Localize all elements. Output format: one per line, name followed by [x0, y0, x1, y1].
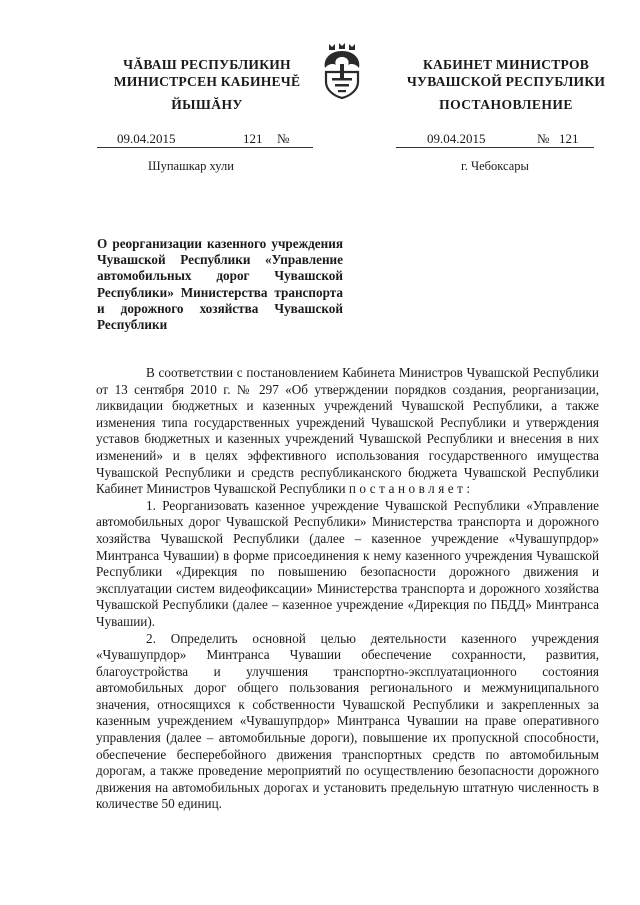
- header-russian-line2: ЧУВАШСКОЙ РЕСПУБЛИКИ: [406, 74, 606, 89]
- preamble-paragraph: [96, 365, 599, 498]
- document-body: [96, 365, 599, 813]
- header-chuvash-line2: МИНИСТРСЕН КАБИНЕЧĔ: [113, 74, 301, 89]
- header-chuvash-line1: ЧĂВАШ РЕСПУБЛИКИН: [123, 57, 291, 72]
- date-number-line-right: [396, 131, 594, 148]
- item-1-paragraph: 1. Реорганизовать казенное учреждение Чувашской Республики «Управление автомобильных дорог Чувашской Республики» Министерства транспорта и дорожного хозяйства Чувашской Республики (далее – казенное учреждение «Чувашупрдор» Минтранса Чувашии) в форме присоединения к нему казенного учреждения Чувашской Республики «Дирекция по повышению безопасности дорожного движения и эксплуатации систем видеофиксации» Министерства транспорта и дорожного хозяйства Чувашской Республики (далее – казенное учреждение «Дирекция по ПБДД» Минтранса Чувашии).: [96, 497, 599, 629]
- place-chuvash: Шупашкар хули: [148, 159, 234, 173]
- number-left: 121: [243, 131, 263, 146]
- date-number-line-left: [97, 131, 313, 148]
- chuvash-emblem-icon: [316, 42, 368, 100]
- header-russian: [392, 56, 620, 90]
- doc-type-chuvash: ЙЫШĂНУ: [171, 97, 243, 112]
- number-right: 121: [559, 131, 579, 146]
- date-right: 09.04.2015: [427, 131, 486, 146]
- item-2-paragraph: 2. Определить основной целью деятельности казенного учреждения «Чувашупрдор» Минтранса Чувашии обеспечение сохранности, развития, благоустройства и улучшения транспортно-эксплуатационного состояния автомобильных дорог общего пользования регионального и межмуниципального значения, относящихся к собственности Чувашской Республики и закрепленных за казенным учреждением «Чувашупрдор» Минтранса Чувашии на праве оперативного управления (далее – автомобильные дороги), повышение их пропускной способности, обеспечение бесперебойного движения транспортных средств по автомобильным дорогам, а также проведение мероприятий по осуществлению безопасности дорожного движения на автомобильных дорогах и установить предельную штатную численность в количестве 50 единиц.: [96, 630, 599, 812]
- place-russian: г. Чебоксары: [461, 159, 529, 173]
- preamble-text: В соответствии с постановлением Кабинета Министров Чувашской Республики от 13 сентября 2010 г. № 297 «Об утверждении порядков создания, реорганизации, ликвидации бюджетных и казенных учреждений Чувашской Республики, а также изменения типа государственных учреждений Чувашской Республики и утверждения уставов бюджетных и казенных учреждений Чувашской Республики и внесения в них изменений» и в целях эффективного использования государственного имущества Чувашской Республики и средств республиканского бюджета Чувашской Республики Кабинет Министров Чувашской Республики: [96, 365, 599, 497]
- document-title: О реорганизации казенного учреждения Чувашской Республики «Управление автомобильных дорог Чувашской Республики» Министерства транспорта и дорожного хозяйства Чувашской Республики: [97, 236, 343, 333]
- date-left: 09.04.2015: [117, 131, 176, 146]
- decree-word: постановляет:: [348, 481, 474, 497]
- number-sign-right: №: [537, 131, 550, 146]
- header-russian-line1: КАБИНЕТ МИНИСТРОВ: [422, 57, 590, 72]
- number-sign-left: №: [277, 131, 290, 146]
- header-chuvash: [92, 56, 322, 90]
- doc-type-russian: ПОСТАНОВЛЕНИЕ: [439, 97, 573, 112]
